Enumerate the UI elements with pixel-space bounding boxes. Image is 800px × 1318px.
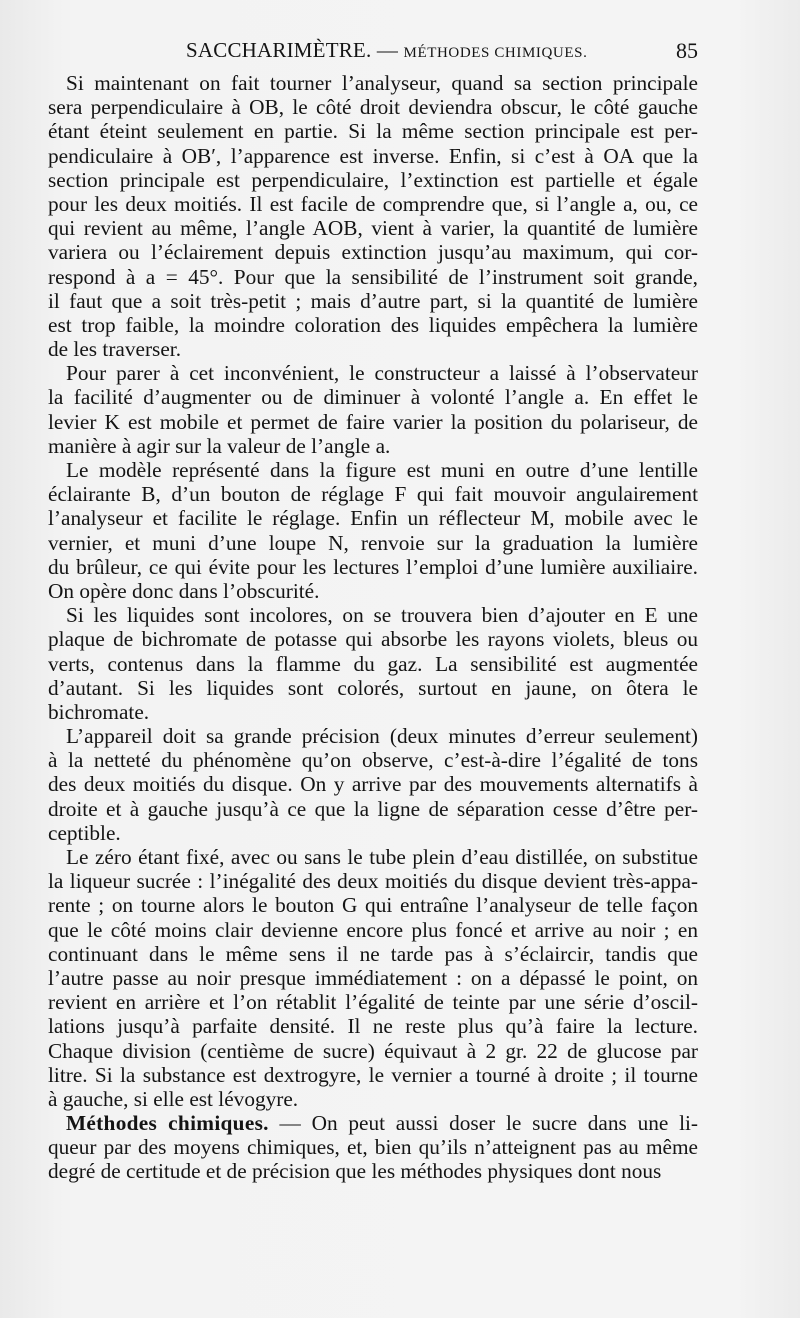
- text-line: est trop faible, la moindre coloration des liquides empêchera la lumière: [48, 312, 698, 337]
- text-line: Le zéro étant fixé, avec ou sans le tube plein d’eau distillée, on substitue: [66, 845, 698, 869]
- page-header: [48, 38, 700, 68]
- section-heading: Méthodes chimiques.: [66, 1111, 269, 1136]
- paragraph: [48, 724, 698, 845]
- text-line: respond à a = 45°. Pour que la sensibilité de l’instrument soit grande,: [48, 264, 698, 289]
- text-line: continuant dans le même sens il ne tarde pas à s’éclaircir, tandis que: [48, 941, 698, 966]
- text-line: éclairante B, d’un bouton de réglage F qui fait mouvoir angulairement: [48, 482, 698, 507]
- text-line: degré de certitude et de précision que les méthodes physiques dont nous: [48, 1159, 662, 1184]
- text-line: pendiculaire à OB′, l’apparence est inverse. Enfin, si c’est à OA que la: [48, 143, 698, 168]
- text-line: d’autant. Si les liquides sont colorés, surtout en jaune, on ôtera le: [48, 675, 698, 700]
- text-line: levier K est mobile et permet de faire varier la position du polariseur, de: [48, 409, 698, 434]
- text-line: Le modèle représenté dans la figure est muni en outre d’une lentille: [66, 458, 698, 482]
- paragraph: [48, 603, 698, 724]
- paragraph: [48, 1111, 698, 1184]
- running-title: [186, 38, 587, 63]
- text-line: On opère donc dans l’obscurité.: [48, 578, 320, 603]
- text-line: queur par des moyens chimiques, et, bien qu’ils n’atteignent pas au même: [48, 1135, 698, 1160]
- text-line: vernier, et muni d’une loupe N, renvoie sur la graduation la lumière: [48, 530, 698, 555]
- text-line: la liqueur sucrée : l’inégalité des deux moitiés du disque devient très-appa-: [48, 869, 698, 894]
- page-number: 85: [676, 38, 698, 63]
- text-line: qui revient au même, l’angle AOB, vient à varier, la quantité de lumière: [48, 216, 698, 241]
- text-line: revient en arrière et l’on rétablit l’égalité de teinte par une série d’oscil-: [48, 990, 698, 1015]
- text-line: rente ; on tourne alors le bouton G qui entraîne l’analyseur de telle façon: [48, 893, 698, 918]
- text-line: à gauche, si elle est lévogyre.: [48, 1086, 299, 1111]
- text-line: L’appareil doit sa grande précision (deux minutes d’erreur seulement): [66, 724, 698, 749]
- paragraph: [48, 71, 698, 361]
- text-line: Si les liquides sont incolores, on se trouvera bien d’ajouter en E une: [66, 603, 698, 628]
- text-line: sera perpendiculaire à OB, le côté droit deviendra obscur, le côté gauche: [48, 95, 698, 120]
- text-line: Pour parer à cet inconvénient, le constructeur a laissé à l’observateur: [66, 361, 698, 386]
- text-line: la facilité d’augmenter ou de diminuer à volonté l’angle a. En effet le: [48, 385, 698, 410]
- paragraph: [48, 458, 698, 603]
- text-line: manière à agir sur la valeur de l’angle a.: [48, 433, 391, 458]
- text-line: litre. Si la substance est dextrogyre, le vernier a tourné à droite ; il tourne: [48, 1062, 698, 1087]
- text-line: droite et à gauche jusqu’à ce que la ligne de séparation cesse d’être per-: [48, 796, 698, 821]
- text-line: des deux moitiés du disque. On y arrive par des mouvements alternatifs à: [48, 772, 698, 797]
- running-title-main: SACCHARIMÈTRE.: [186, 38, 372, 62]
- text-line: ceptible.: [48, 820, 121, 845]
- text-line: l’analyseur et facilite le réglage. Enfin un réflecteur M, mobile avec le: [48, 506, 698, 531]
- text-line-content: — On peut aussi doser le sucre dans une li-: [268, 1111, 698, 1136]
- text-line: section principale est perpendiculaire, l’extinction est partielle et égale: [48, 167, 698, 192]
- text-line: Chaque division (centième de sucre) équivaut à 2 gr. 22 de glucose par: [48, 1038, 698, 1063]
- text-line: de les traverser.: [48, 337, 182, 362]
- text-line: [48, 1111, 698, 1135]
- text-line: verts, contenus dans la flamme du gaz. La sensibilité est augmentée: [48, 651, 698, 676]
- text-line: étant éteint seulement en partie. Si la même section principale est per-: [48, 119, 698, 144]
- text-line: il faut que a soit très-petit ; mais d’autre part, si la quantité de lumière: [48, 288, 698, 313]
- text-line: plaque de bichromate de potasse qui absorbe les rayons violets, bleus ou: [48, 627, 698, 652]
- text-line: pour les deux moitiés. Il est facile de comprendre que, si l’angle a, ou, ce: [48, 191, 698, 216]
- body-text: [48, 71, 698, 1184]
- text-line: l’autre passe au noir presque immédiatement : on a dépassé le point, on: [48, 965, 698, 990]
- text-line: que le côté moins clair devienne encore plus foncé et arrive au noir ; en: [48, 917, 698, 942]
- text-line: Si maintenant on fait tourner l’analyseur, quand sa section principale: [66, 71, 698, 95]
- running-title-separator: —: [376, 38, 399, 62]
- text-line: bichromate.: [48, 699, 150, 724]
- paragraph: [48, 845, 698, 1111]
- paragraph: [48, 361, 698, 458]
- text-line: lations jusqu’à parfaite densité. Il ne reste plus qu’à faire la lecture.: [48, 1014, 698, 1039]
- text-line: à la netteté du phénomène qu’on observe, c’est-à-dire l’égalité de tons: [48, 748, 698, 773]
- running-title-subtitle: MÉTHODES CHIMIQUES.: [403, 45, 588, 61]
- text-line: variera ou l’éclairement depuis extinction jusqu’au maximum, qui cor-: [48, 240, 698, 265]
- text-line: du brûleur, ce qui évite pour les lectures l’emploi d’une lumière auxiliaire.: [48, 554, 698, 579]
